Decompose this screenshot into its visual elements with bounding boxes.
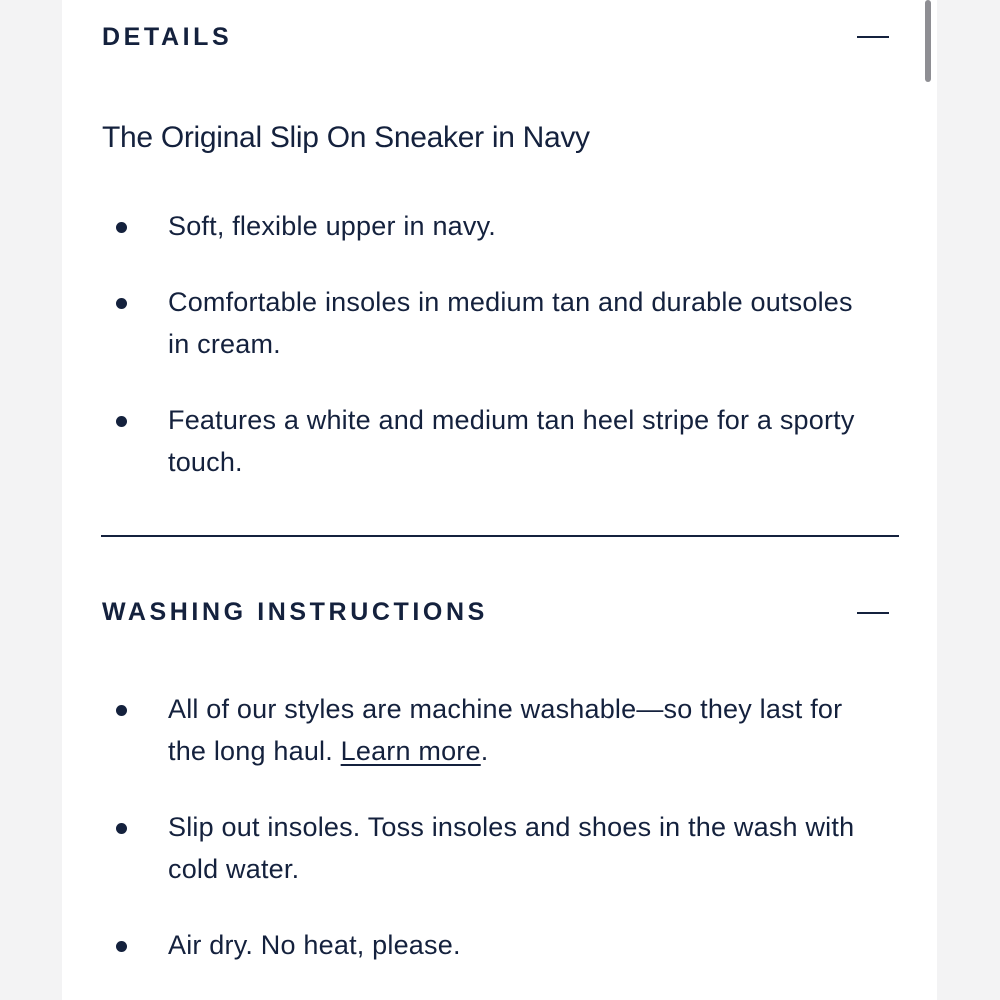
list-item [168, 399, 868, 483]
bullet-dot-icon [116, 416, 127, 427]
washing-instructions-heading[interactable]: WASHING INSTRUCTIONS [102, 598, 488, 626]
list-item-text: Comfortable insoles in medium tan and durable outsoles in cream. [168, 287, 853, 359]
details-collapse-icon[interactable] [857, 27, 889, 47]
list-item-text: Soft, flexible upper in navy. [168, 211, 496, 241]
list-item [168, 205, 868, 247]
bullet-dot-icon [116, 298, 127, 309]
product-title: The Original Slip On Sneaker in Navy [102, 121, 590, 154]
washing-collapse-icon[interactable] [857, 603, 889, 623]
bullet-dot-icon [116, 222, 127, 233]
list-item-text: Features a white and medium tan heel stripe for a sporty touch. [168, 405, 855, 477]
scrollbar-thumb[interactable] [925, 0, 931, 82]
bullet-dot-icon [116, 823, 127, 834]
list-item [168, 281, 868, 365]
list-item-text: Slip out insoles. Toss insoles and shoes in the wash with cold water. [168, 812, 855, 884]
list-item-text: All of our styles are machine washable—so they last for the long haul. [168, 694, 843, 766]
bullet-dot-icon [116, 705, 127, 716]
learn-more-link[interactable]: Learn more [340, 736, 481, 766]
list-item [168, 924, 868, 966]
list-item-punctuation: . [480, 736, 489, 766]
list-item [168, 806, 868, 890]
bullet-dot-icon [116, 941, 127, 952]
details-heading[interactable]: DETAILS [102, 23, 233, 51]
list-item [168, 688, 868, 772]
section-divider [101, 535, 899, 537]
list-item-text: Air dry. No heat, please. [168, 930, 461, 960]
